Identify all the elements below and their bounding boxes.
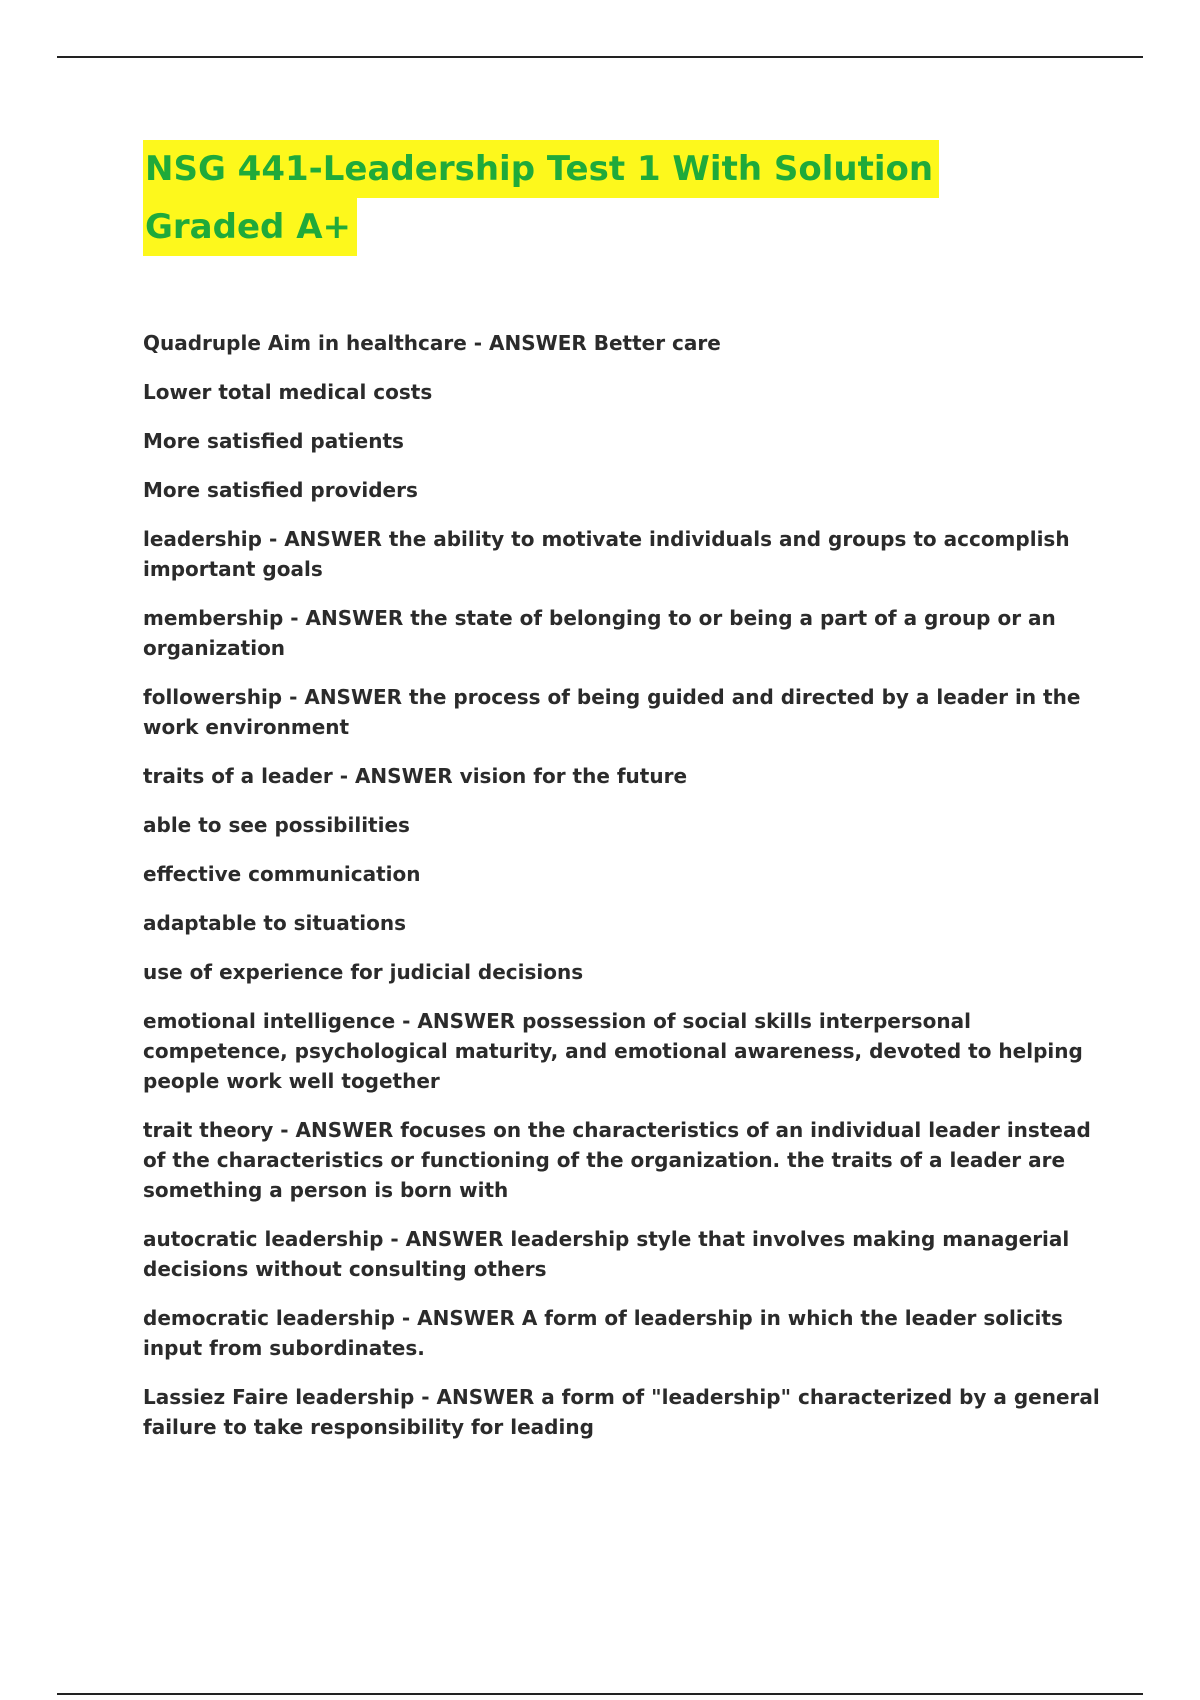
qa-entry: More satisfied patients	[143, 429, 404, 453]
qa-entry: followership - ANSWER the process of being guided and directed by a leader in the work environment	[143, 685, 1081, 739]
qa-list	[143, 328, 1103, 1461]
qa-entry: membership - ANSWER the state of belonging to or being a part of a group or an organization	[143, 606, 1056, 660]
qa-entry: traits of a leader - ANSWER vision for the future	[143, 764, 688, 788]
qa-entry: use of experience for judicial decisions	[143, 960, 584, 984]
footer-rule	[57, 1693, 1143, 1695]
qa-entry: democratic leadership - ANSWER A form of leadership in which the leader solicits input from subordinates.	[143, 1306, 1063, 1360]
qa-entry: More satisfied providers	[143, 478, 418, 502]
qa-entry: adaptable to situations	[143, 911, 406, 935]
title-line-1: NSG 441-Leadership Test 1 With Solution	[143, 140, 939, 198]
qa-entry: effective communication	[143, 862, 421, 886]
qa-entry: trait theory - ANSWER focuses on the characteristics of an individual leader instead of the characteristics or functioning of the organization. the traits of a leader are something a person is born with	[143, 1118, 1091, 1202]
qa-entry: autocratic leadership - ANSWER leadership style that involves making managerial decisions without consulting others	[143, 1227, 1070, 1281]
qa-entry: Lower total medical costs	[143, 380, 433, 404]
qa-entry: leadership - ANSWER the ability to motivate individuals and groups to accomplish important goals	[143, 527, 1070, 581]
qa-entry: Lassiez Faire leadership - ANSWER a form of "leadership" characterized by a general failure to take responsibility for leading	[143, 1385, 1100, 1439]
header-rule	[57, 56, 1143, 58]
qa-entry: emotional intelligence - ANSWER possession of social skills interpersonal competence, psychological maturity, and emotional awareness, devoted to helping people work well together	[143, 1009, 1083, 1093]
document-title	[143, 140, 1143, 256]
qa-entry: able to see possibilities	[143, 813, 410, 837]
qa-entry: Quadruple Aim in healthcare - ANSWER Better care	[143, 331, 721, 355]
title-line-2: Graded A+	[143, 198, 357, 256]
